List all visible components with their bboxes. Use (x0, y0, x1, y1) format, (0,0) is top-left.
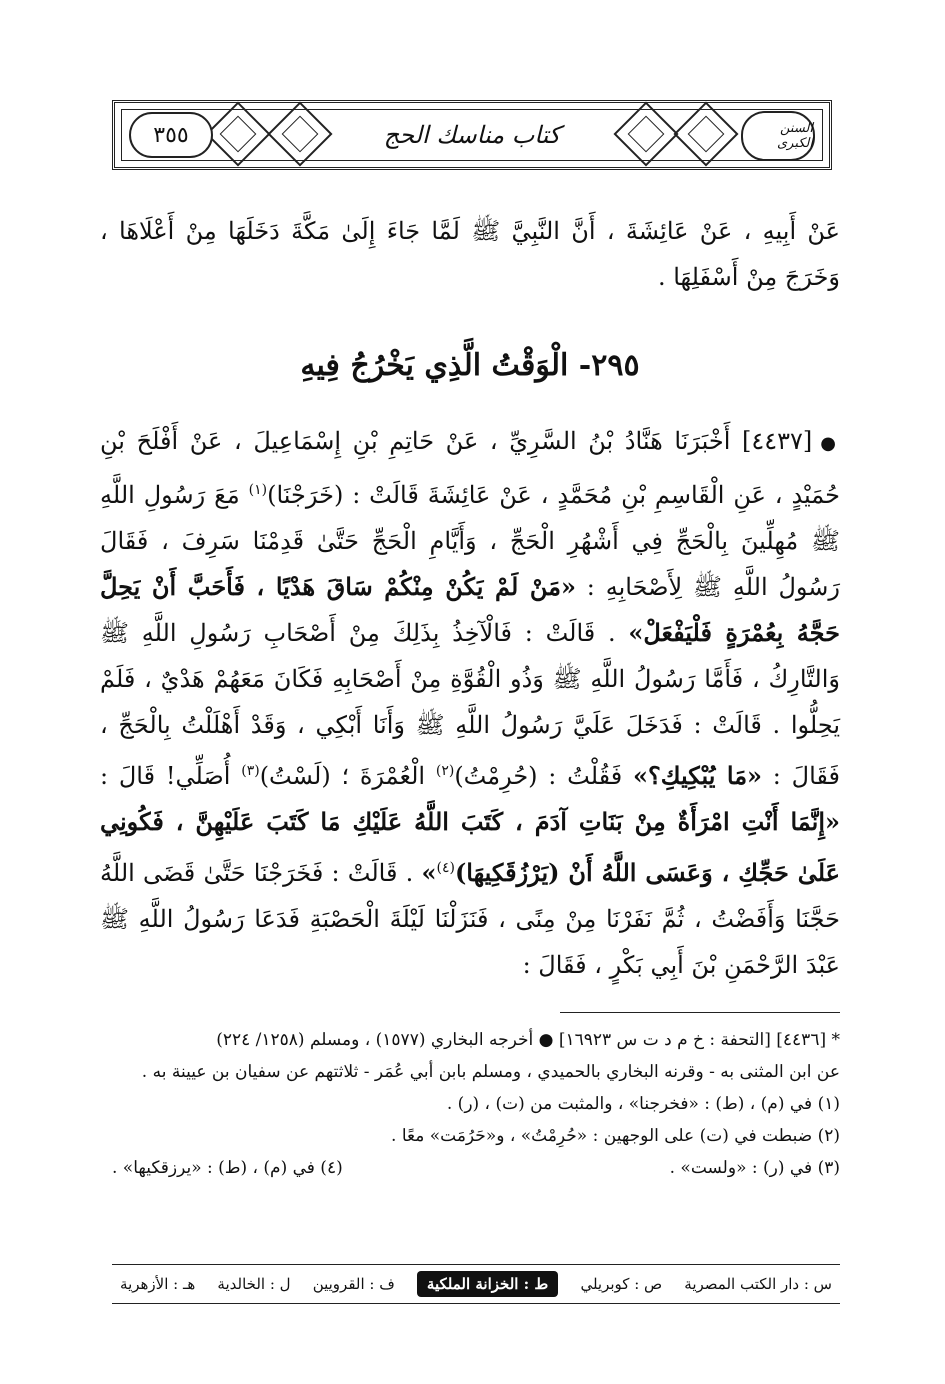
footnote-ref[interactable]: (٣) (241, 763, 260, 779)
hadith-text: أُصَلِّي! قَالَ : (100, 762, 242, 790)
legend-item: ص : كوبريلي (580, 1275, 663, 1293)
legend-item: هـ : الأزهرية (120, 1275, 196, 1293)
legend-item: ل : الخالدية (217, 1275, 291, 1293)
hadith-text: مَعَ رَسُولِ اللَّهِ ﷺ مُهِلِّينَ بِالْحَجِّ فِي أَشْهُرِ الْحَجِّ ، وَأَيَّامِ الْحَجِّ حَتَّىٰ قَدِمْنَا سَرِفَ ، فَقَالَ رَسُولُ اللَّهِ ﷺ لِأَصْحَابِهِ : (100, 481, 841, 601)
footnote-3: (٣) في (ر) : «ولست» . (669, 1158, 840, 1178)
page-number: ٣٥٥ (129, 112, 213, 158)
footnotes (112, 1024, 840, 1184)
prophetic-quote: «مَا يُبْكِيكِ؟» (633, 761, 763, 790)
footnote-4: (٤) في (م) ، (ط) : «يرزقكيها» . (112, 1158, 343, 1178)
takhrij-line: * [٤٤٣٦] [التحفة : خ م د ت س ١٦٩٢٣] ● أخرجه البخاري (١٥٧٧) ، ومسلم (١٢٥٨/ ٢٢٤) (216, 1030, 840, 1050)
footnote-ref[interactable]: (١) (248, 482, 268, 498)
paragraph-continuation: عَنْ أَبِيهِ ، عَنْ عَائِشَةَ ، أَنَّ النَّبِيَّ ﷺ لَمَّا جَاءَ إِلَىٰ مَكَّةَ دَخَلَهَا مِنْ أَعْلَاهَا ، وَخَرَجَ مِنْ أَسْفَلِهَا . (100, 217, 840, 291)
running-title: كتاب مناسك الحج (345, 117, 599, 153)
footnote-ref[interactable]: (٢) (435, 763, 455, 779)
legend-item: س : دار الكتب المصرية (684, 1275, 832, 1293)
legend-item-highlighted: ط : الخزانة الملكية (417, 1271, 558, 1297)
hadith-text: فَقُلْتُ : (حُرِمْتُ) (454, 762, 634, 790)
hadith-text: الْعُمْرَةَ ؛ (لَسْتُ) (259, 762, 436, 790)
hadith-text: [٤٤٣٧] أَخْبَرَنَا هَنَّادُ بْنُ السَّرِيِّ ، عَنْ حَاتِمِ بْنِ إِسْمَاعِيلَ ، عَنْ أَفْلَحَ بْنِ حُمَيْدٍ ، عَنِ الْقَاسِمِ بْنِ مُحَمَّدٍ ، عَنْ عَائِشَةَ قَالَتْ : (خَرَجْنَا) (100, 427, 840, 509)
hadith-text: . قَالَتْ : فَالْآخِذُ بِذَلِكَ مِنْ أَصْحَابِ رَسُولِ اللَّهِ ﷺ وَالتَّارِكُ ، فَأَمَّا رَسُولُ اللَّهِ ﷺ وَذُو الْقُوَّةِ مِنْ أَصْحَابِهِ فَكَانَ مَعَهُمْ هَدْيٌ ، فَلَمْ يَحِلُّوا . قَالَتْ : فَدَخَلَ عَلَيَّ رَسُولُ اللَّهِ ﷺ وَأَنَا أَبْكِي ، وَقَدْ أَهْلَلْتُ بِالْحَجِّ ، فَقَالَ : (100, 619, 841, 790)
book-seal-logo: السنن الكبرى (741, 111, 815, 161)
prophetic-quote-end: » (421, 858, 437, 887)
takhrij-line: عن ابن المثنى به - وقرنه البخاري بالحميدي ، ومسلم بابن أبي عُمَر - ثلاثتهم عن سفيان بن عيينة به . (141, 1062, 840, 1082)
bullet-icon: ● (820, 433, 840, 454)
footnote-ref[interactable]: (٤) (436, 860, 455, 876)
legend-item: ف : القرويين (312, 1275, 395, 1293)
prophetic-quote: «إِنَّمَا أَنْتِ امْرَأَةٌ مِنْ بَنَاتِ آدَمَ ، كَتَبَ اللَّهُ عَلَيْكِ مَا كَتَبَ عَلَيْهِنَّ ، فَكُونِي عَلَىٰ حَجِّكِ ، وَعَسَى اللَّهُ أَنْ (يَرْزُقَكِيهَا) (100, 807, 841, 887)
footnote-1: (١) في (م) ، (ط) : «فخرجنا» ، والمثبت من (ت) ، (ر) . (446, 1094, 840, 1114)
hadith-text: . قَالَتْ : فَخَرَجْنَا حَتَّىٰ قَضَى اللَّهُ حَجَّنَا وَأَفَضْتُ ، ثُمَّ نَفَرْنَا مِنْ مِنًى ، فَنَزَلْنَا لَيْلَةَ الْحَصْبَةِ فَدَعَا رَسُولُ اللَّهِ ﷺ عَبْدَ الرَّحْمَنِ بْنَ أَبِي بَكْرٍ ، فَقَالَ : (100, 859, 840, 979)
footnote-row (112, 1152, 840, 1184)
manuscript-legend (112, 1264, 840, 1304)
footnote-2: (٢) ضبطت في (ت) على الوجهين : «حُرِمْتُ» ، و«حَرُمَت» معًا . (391, 1126, 840, 1146)
prophetic-quote: «مَنْ لَمْ يَكُنْ مِنْكُمْ سَاقَ هَدْيًا ، فَأَحَبَّ أَنْ يَحِلَّ حَجَّهُ بِعُمْرَةٍ فَلْيَفْعَلْ» (100, 572, 841, 647)
hadith-paragraph (100, 418, 840, 988)
footnote-divider (560, 1012, 840, 1013)
section-title: ٢٩٥- الْوَقْتُ الَّذِي يَخْرُجُ فِيهِ (300, 348, 640, 383)
page-header (112, 100, 832, 170)
